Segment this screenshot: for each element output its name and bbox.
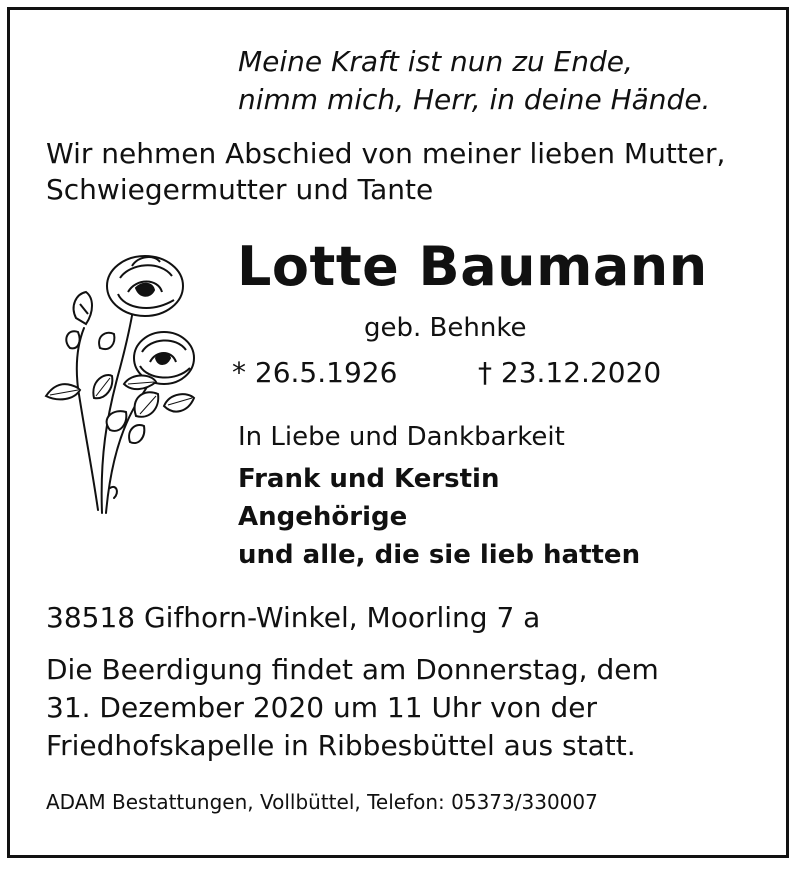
verse-line-1: Meine Kraft ist nun zu Ende, xyxy=(238,45,633,78)
mourner-line-2: Angehörige xyxy=(238,502,408,532)
deceased-name: Lotte Baumann xyxy=(237,235,708,298)
maiden-name: geb. Behnke xyxy=(364,313,527,343)
verse-line-2: nimm mich, Herr, in deine Hände. xyxy=(238,83,711,116)
funeral-line-1: Die Beerdigung findet am Donnerstag, dem xyxy=(46,653,659,686)
mourners-intro: In Liebe und Dankbarkeit xyxy=(238,422,565,452)
intro-line-2: Schwiegermutter und Tante xyxy=(46,173,434,206)
intro-line-1: Wir nehmen Abschied von meiner lieben Mutter, xyxy=(46,137,726,170)
funeral-line-3: Friedhofskapelle in Ribbesbüttel aus statt. xyxy=(46,729,636,762)
undertaker-contact: ADAM Bestattungen, Vollbüttel, Telefon: 05373/330007 xyxy=(46,790,598,814)
rose-drawing xyxy=(40,248,210,518)
mourner-line-3: und alle, die sie lieb hatten xyxy=(238,540,641,570)
funeral-line-2: 31. Dezember 2020 um 11 Uhr von der xyxy=(46,691,597,724)
death-date: † 23.12.2020 xyxy=(478,356,662,389)
birth-date: * 26.5.1926 xyxy=(232,356,398,389)
mourner-line-1: Frank und Kerstin xyxy=(238,464,500,494)
rose-bud xyxy=(74,292,92,324)
address: 38518 Gifhorn-Winkel, Moorling 7 a xyxy=(46,601,541,634)
rose-flower-upper xyxy=(107,256,183,316)
